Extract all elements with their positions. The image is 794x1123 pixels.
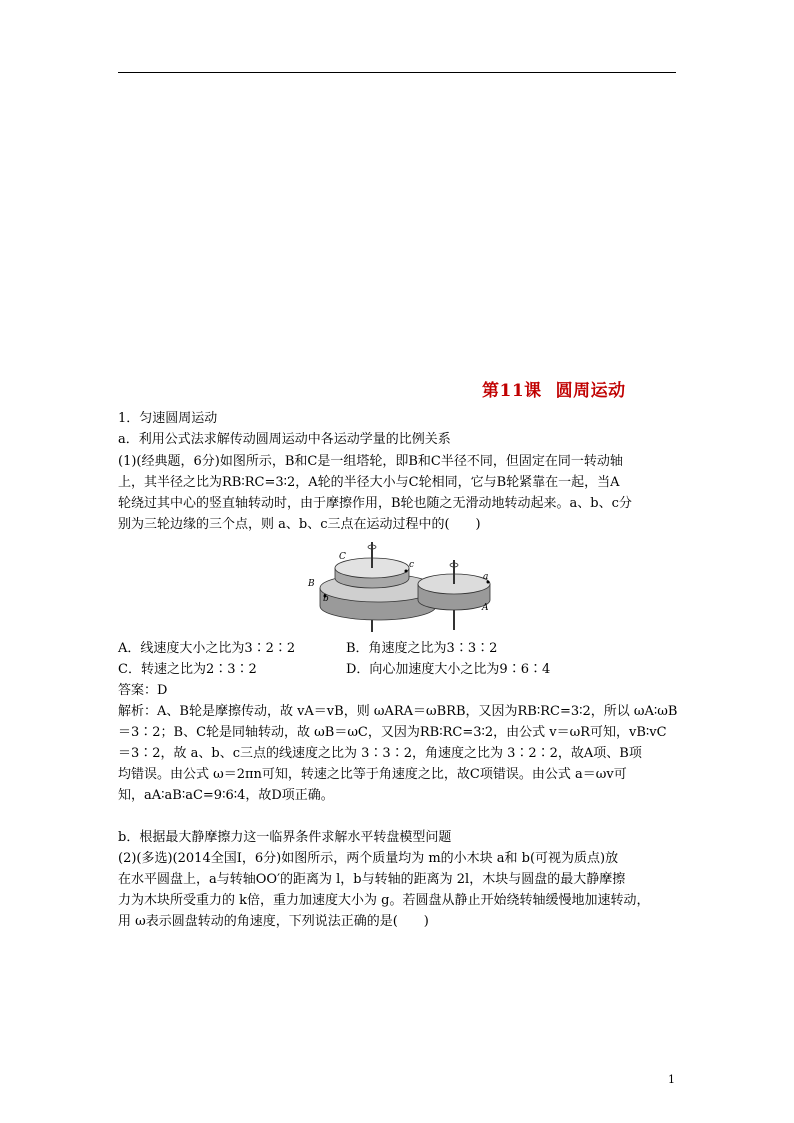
analysis-line: 知，aA∶aB∶aC=9∶6∶4，故D项正确。	[118, 788, 334, 803]
lesson-topic: 圆周运动	[555, 381, 626, 401]
analysis-line: 均错误。由公式 ω＝2πn可知，转速之比等于角速度之比，故C项错误。由公式 a＝ωv可	[118, 767, 627, 782]
header-rule	[118, 72, 676, 73]
label-b: b	[323, 594, 329, 604]
sub-heading-b: b．根据最大静摩擦力这一临界条件求解水平转盘模型问题	[118, 830, 452, 845]
lesson-number: 第11课	[482, 381, 542, 401]
label-a: a	[483, 572, 489, 582]
question2-line: 用 ω表示圆盘转动的角速度，下列说法正确的是( )	[118, 914, 429, 929]
question1-line: 别为三轮边缘的三个点，则 a、b、c三点在运动过程中的( )	[118, 517, 481, 532]
question1-line: (1)(经典题，6分)如图所示，B和C是一组塔轮，即B和C半径不同，但固定在同一转动轴	[118, 454, 623, 469]
analysis-line: ＝3∶2；B、C轮是同轴转动，故 ωB＝ωC，又因为RB∶RC=3∶2，由公式 v＝ωR可知，vB∶vC	[118, 725, 667, 740]
option-a: A．线速度大小之比为3∶2∶2	[118, 641, 296, 656]
lesson-title	[482, 376, 640, 401]
question2-line: 在水平圆盘上，a与转轴OO′的距离为 l，b与转轴的距离为 2l，木块与圆盘的最大静摩擦	[118, 872, 626, 887]
page-number: 1	[668, 1073, 675, 1086]
sub-heading-a: a．利用公式法求解传动圆周运动中各运动学量的比例关系	[118, 432, 451, 447]
analysis-line: 解析：A、B轮是摩擦传动，故 vA＝vB，则 ωARA＝ωBRB，又因为RB∶RC=3∶2，所以 ωA∶ωB	[118, 704, 678, 719]
label-c: c	[409, 560, 415, 570]
option-b: B．角速度之比为3∶3∶2	[346, 641, 498, 656]
option-d: D．向心加速度大小之比为9∶6∶4	[346, 662, 551, 677]
label-A: A	[482, 603, 489, 613]
answer: 答案：D	[118, 683, 168, 698]
point-c	[405, 570, 408, 573]
option-c: C．转速之比为2∶3∶2	[118, 662, 257, 677]
analysis-line: ＝3∶2，故 a、b、c三点的线速度之比为 3∶3∶2，角速度之比为 3∶2∶2，故A项、B项	[118, 746, 642, 761]
question2-line: 力为木块所受重力的 k倍，重力加速度大小为 g。若圆盘从静止开始绕转轴缓慢地加速转动，	[118, 893, 650, 908]
question1-line: 轮绕过其中心的竖直轴转动时，由于摩擦作用，B轮也随之无滑动地转动起来。a、b、c分	[118, 496, 632, 511]
pulley-figure	[305, 538, 495, 633]
label-C: C	[339, 552, 346, 562]
question2-line: (2)(多选)(2014全国Ⅰ，6分)如图所示，两个质量均为 m的小木块 a和 b(可视为质点)放	[118, 851, 619, 866]
section-heading: 1．匀速圆周运动	[118, 411, 218, 426]
question1-line: 上，其半径之比为RB∶RC=3∶2，A轮的半径大小与C轮相同，它与B轮紧靠在一起，当A	[118, 475, 620, 490]
label-B: B	[308, 579, 315, 589]
